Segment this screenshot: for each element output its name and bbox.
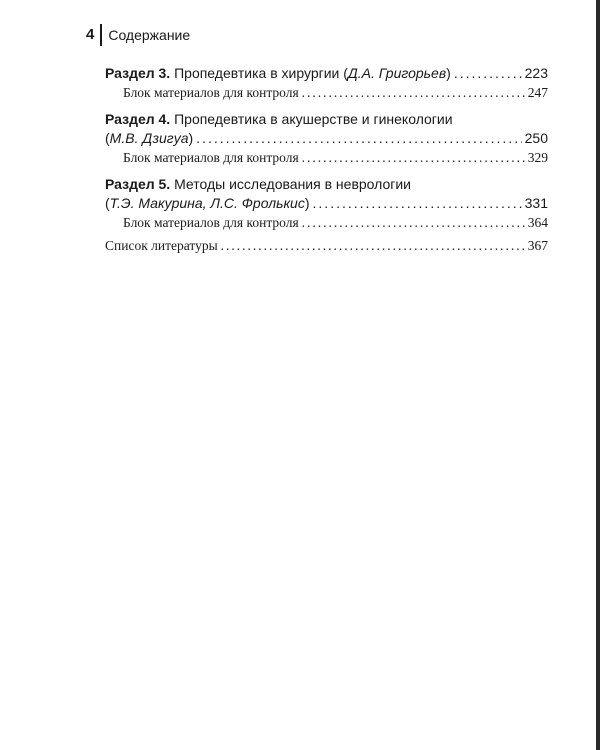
toc-entry-text — [105, 64, 451, 83]
spacer — [105, 167, 548, 175]
page-ref: 331 — [524, 195, 548, 211]
subsection-title: Блок материалов для контроля — [123, 215, 299, 230]
toc-entry-section-3[interactable] — [105, 64, 548, 83]
toc-entry-section-4-heading[interactable] — [105, 110, 548, 129]
section-title: Пропедевтика в хирургии ( — [170, 65, 348, 81]
running-header — [86, 24, 190, 46]
spacer — [105, 102, 548, 110]
section-title: Пропедевтика в акушерстве и гинекологии — [170, 111, 453, 127]
section-label: Раздел 3. — [105, 65, 171, 81]
page-number: 4 — [86, 26, 95, 43]
section-author: М.В. Дзигуа — [109, 130, 189, 146]
leader-dots — [221, 236, 525, 255]
toc-entry-section-4[interactable] — [105, 129, 548, 148]
page-ref: 250 — [524, 130, 548, 146]
header-divider — [100, 24, 102, 46]
page-edge-shadow — [596, 0, 600, 750]
toc-entry-bibliography[interactable] — [105, 236, 548, 255]
subsection-title: Блок материалов для контроля — [123, 150, 299, 165]
leader-dots — [302, 148, 525, 167]
page-ref: 223 — [524, 65, 548, 81]
section-label: Раздел 4. — [105, 111, 171, 127]
paren-open: ( — [105, 130, 110, 146]
leader-dots — [302, 213, 525, 232]
page-ref: 364 — [527, 215, 548, 230]
subsection-title: Блок материалов для контроля — [123, 85, 299, 100]
toc-entry-section-3-control[interactable] — [105, 83, 548, 102]
paren-close: ) — [188, 130, 194, 146]
section-author: Д.А. Григорьев — [347, 65, 447, 81]
toc-entry-section-4-control[interactable] — [105, 148, 548, 167]
toc-entry-text — [105, 194, 310, 213]
leader-dots — [454, 64, 522, 83]
leader-dots — [313, 194, 522, 213]
bibliography-title: Список литературы — [105, 238, 218, 253]
section-title: Методы исследования в неврологии — [170, 176, 412, 192]
toc-entry-section-5[interactable] — [105, 194, 548, 213]
toc-entry-section-5-heading[interactable] — [105, 175, 548, 194]
section-author: Т.Э. Макурина, Л.С. Фролькис — [109, 195, 305, 211]
section-label: Раздел 5. — [105, 176, 171, 192]
table-of-contents — [105, 64, 548, 255]
page-ref: 367 — [527, 238, 548, 253]
paren-open: ( — [105, 195, 110, 211]
toc-entry-text — [105, 129, 193, 148]
paren-close: ) — [446, 65, 451, 81]
toc-entry-section-5-control[interactable] — [105, 213, 548, 232]
leader-dots — [196, 129, 521, 148]
leader-dots — [302, 83, 525, 102]
running-title: Содержание — [108, 27, 191, 43]
paren-close: ) — [304, 195, 310, 211]
page-ref: 247 — [527, 85, 548, 100]
page-ref: 329 — [527, 150, 548, 165]
